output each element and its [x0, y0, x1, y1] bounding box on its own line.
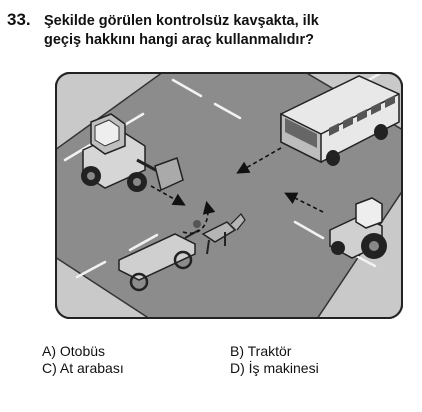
question-text	[44, 12, 414, 50]
option-a[interactable]: A) Otobüs	[42, 343, 106, 359]
intersection-illustration	[55, 72, 403, 319]
option-c[interactable]: C) At arabası	[42, 360, 124, 376]
option-b[interactable]: B) Traktör	[230, 343, 292, 359]
option-d[interactable]: D) İş makinesi	[230, 360, 319, 376]
question-text-line-2: geçiş hakkını hangi araç kullanmalıdır?	[44, 32, 314, 48]
question-text-line-1: Şekilde görülen kontrolsüz kavşakta, ilk	[44, 13, 319, 29]
question-number: 33.	[7, 10, 31, 29]
